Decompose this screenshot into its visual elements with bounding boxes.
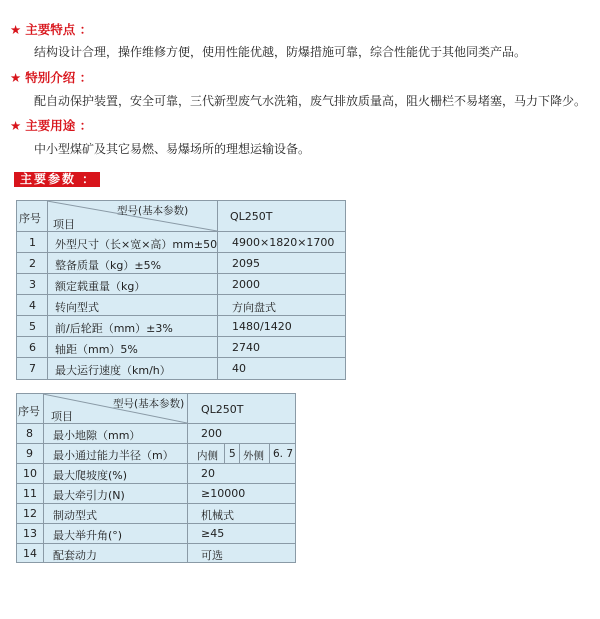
- section-heading-usage: ★ 主要用途 ：: [10, 118, 93, 133]
- header-no: 序号: [18, 405, 40, 418]
- header-no: 序号: [19, 212, 41, 225]
- section-heading-features: ★ 主要特点 ：: [10, 22, 93, 37]
- header-model: QL250T: [230, 210, 273, 223]
- special-text: 配自动保护装置，安全可靠，三代新型废气水洗箱，废气排放质量高，阻火栅栏不易堵塞，马力下降少。: [34, 94, 587, 108]
- params-banner: 主要参数 ：: [14, 172, 100, 187]
- header-model: QL250T: [201, 403, 244, 416]
- features-text: 结构设计合理，操作维修方便，使用性能优越，防爆措施可靠，综合性能优于其他同类产品。: [34, 45, 527, 59]
- params-table-1: 序号 项目 型号(基本参数) QL250T 1 外型尺寸（长×宽×高）mm±50 4900×1820×1700 2 整备质量（kg）±5% 2095 3 额定载重量（kg） 2000 4 转向型式 方向盘式 5 前/后轮距（mm）±3% 1480/1420 6 轴距（mm）5% 2740 7 最大运行速度（km/h） 40: [16, 200, 346, 380]
- usage-text: 中小型煤矿及其它易燃、易爆场所的理想运输设备。: [34, 142, 311, 156]
- star-icon: ★: [10, 70, 22, 85]
- header-model-label: 型号(基本参数): [117, 205, 189, 217]
- section-heading-special: ★ 特别介绍 ：: [10, 70, 93, 85]
- header-model-label: 型号(基本参数): [113, 398, 185, 410]
- params-table-2: 序号 项目 型号(基本参数) QL250T 8 最小地隙（mm） 200 9 最小通过能力半径（m） 内侧 5 外侧 6. 7 10 最大爬坡度(%) 20 11 最大牵引力(N) ≥10000 12 制动型式 机械式 13 最大举升角(°) ≥45 14 配套动力 可选: [16, 393, 296, 563]
- header-item: 项目: [51, 410, 73, 423]
- header-item: 项目: [53, 218, 75, 231]
- star-icon: ★: [10, 22, 22, 37]
- star-icon: ★: [10, 118, 22, 133]
